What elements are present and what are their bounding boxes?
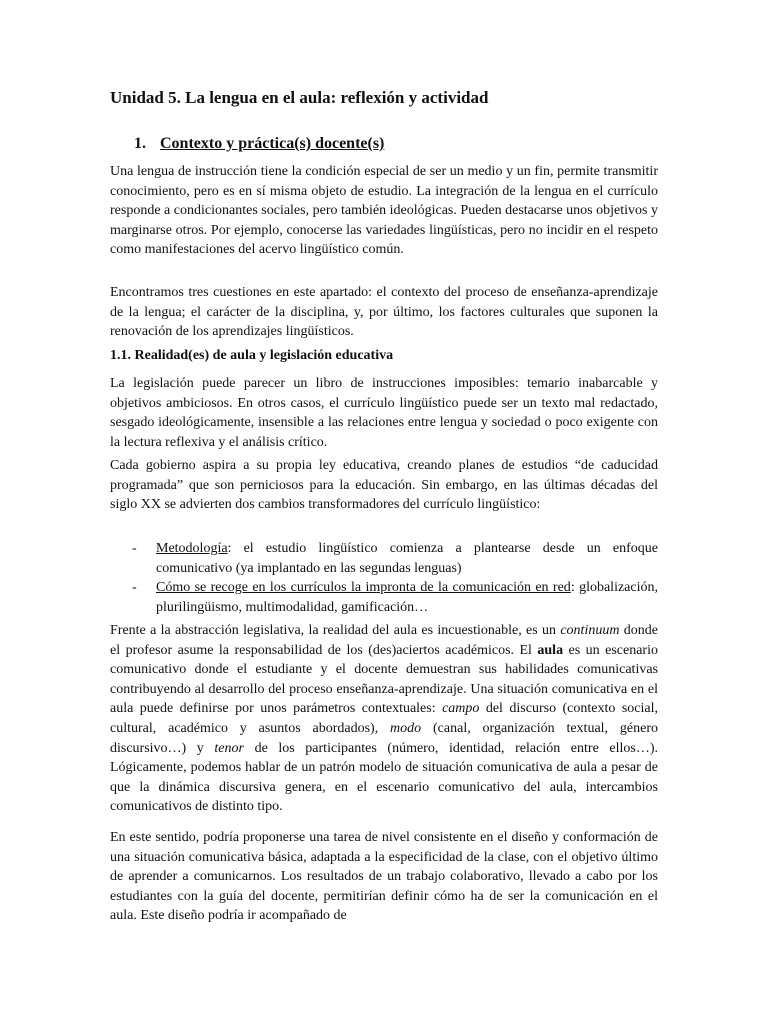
section-title: Contexto y práctica(s) docente(s) bbox=[160, 135, 385, 152]
paragraph-5 bbox=[110, 621, 658, 817]
paragraph-6: En este sentido, podría proponerse una tarea de nivel consistente en el diseño y conformación de una situación comunicativa básica, adaptada a la especificidad de la clase, con el objetivo último de aprender a comunicarnos. Los resultados de un trabajo colaborativo, llevado a cabo por los estudiantes con la guía del docente, permitirían definir cómo ha de ser la comunicación en el aula. Este diseño podría ir acompañado de bbox=[110, 830, 658, 924]
text-run: (canal, organización textual, género discursivo…) y bbox=[110, 720, 658, 756]
list-item bbox=[110, 578, 658, 617]
list-item-label: Metodología bbox=[156, 541, 228, 556]
list-item bbox=[110, 539, 658, 578]
list-marker: - bbox=[132, 541, 137, 556]
title-unit: Unidad 5. bbox=[110, 88, 181, 107]
paragraph-3: La legislación puede parecer un libro de instrucciones imposibles: temario inabarcable y objetivos ambiciosos. En otros casos, el currículo lingüístico puede ser un texto mal redactado, sesgado ideológicamente, insensible a las relaciones entre lengua y sociedad o poco exigente con la lectura reflexiva y el análisis crítico. bbox=[110, 376, 658, 450]
section-number: 1. bbox=[134, 135, 146, 152]
title-text: La lengua en el aula: reflexión y actividad bbox=[180, 88, 489, 107]
subsection-heading: 1.1. Realidad(es) de aula y legislación educativa bbox=[110, 348, 394, 363]
text-run: del discurso (contexto social, cultural, académico y asuntos abordados), bbox=[110, 701, 658, 736]
italic-term: modo bbox=[390, 720, 422, 736]
list-item-label: Cómo se recoge en los currículos la impronta de la comunicación en red bbox=[156, 580, 571, 596]
page-title bbox=[110, 88, 488, 108]
paragraph-4: Cada gobierno aspira a su propia ley educativa, creando planes de estudios “de caducidad programada” que son perniciosos para la educación. Sin embargo, en las últimas décadas del siglo XX se advierten dos cambios transformadores del currículo lingüístico: bbox=[110, 458, 658, 513]
paragraph-2: Encontramos tres cuestiones en este apartado: el contexto del proceso de enseñanza-aprendizaje de la lengua; el carácter de la disciplina, y, por último, los factores culturales que suponen la renovación de los aprendizajes lingüísticos. bbox=[110, 285, 658, 340]
list-marker: - bbox=[132, 580, 137, 596]
section-heading bbox=[134, 135, 384, 153]
italic-term: tenor bbox=[214, 740, 244, 756]
italic-term: campo bbox=[442, 701, 480, 717]
list-item-text: : globalización, plurilingüismo, multimodalidad, gamificación… bbox=[156, 580, 658, 615]
list-item-text: : el estudio lingüístico comienza a plantearse desde un enfoque comunicativo (ya implantado en las segundas lenguas) bbox=[156, 541, 658, 576]
text-run: donde el profesor asume la responsabilidad de los (des)aciertos académicos. El bbox=[110, 623, 658, 658]
text-run: Frente a la abstracción legislativa, la realidad del aula es incuestionable, es un bbox=[110, 623, 561, 638]
paragraph-1: Una lengua de instrucción tiene la condición especial de ser un medio y un fin, permite transmitir conocimiento, pero es en sí misma objeto de estudio. La integración de la lengua en el currículo responde a condicionantes sociales, pero también ideológicas. Pueden destacarse unos objetivos y marginarse otros. Por ejemplo, conocerse las variedades lingüísticas, pero no incidir en el respeto como manifestaciones del acervo lingüístico común. bbox=[110, 164, 658, 258]
text-run: es un escenario comunicativo donde el estudiante y el docente demuestran sus habilidades comunicativas contribuyendo al desarrollo del proceso enseñanza-aprendizaje. Una situación comunicativa en el aula puede definirse por unos parámetros contextuales: bbox=[110, 642, 658, 717]
bold-term: aula bbox=[537, 642, 564, 658]
text-run: de los participantes (número, identidad, relación entre ellos…). Lógicamente, podemos hablar de un patrón modelo de situación comunicativa de aula a pesar de que la dinámica discursiva genera, en el escenario comunicativo del aula, intercambios comunicativos de distinto tipo. bbox=[110, 740, 658, 815]
italic-term: continuum bbox=[560, 623, 620, 638]
change-list bbox=[110, 539, 658, 617]
